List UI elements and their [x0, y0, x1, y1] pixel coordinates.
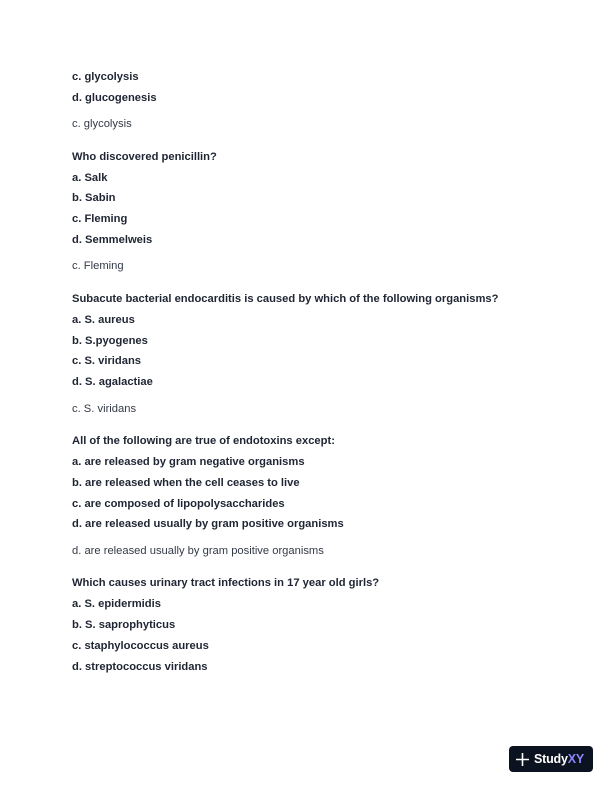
answer-text: d. are released usually by gram positive organisms [72, 544, 324, 557]
option-c: c. Fleming [72, 213, 128, 226]
option-a: a. S. epidermidis [72, 598, 161, 611]
logo-text-main: Study [534, 752, 568, 766]
option-d: d. are released usually by gram positive organisms [72, 518, 344, 531]
document-page [72, 70, 572, 675]
option-d: d. glucogenesis [72, 91, 157, 104]
answer-text: c. Fleming [72, 260, 124, 273]
option-c: c. are composed of lipopolysaccharides [72, 497, 285, 510]
option-d: d. S. agalactiae [72, 376, 153, 389]
logo-wordmark [534, 752, 584, 766]
option-b: b. S.pyogenes [72, 334, 148, 347]
option-c: c. S. viridans [72, 355, 142, 368]
option-b: b. Sabin [72, 192, 116, 205]
continued-question-block [72, 70, 572, 106]
option-a: a. are released by gram negative organisms [72, 455, 305, 468]
question-text: Which causes urinary tract infections in 17 year old girls? [72, 577, 380, 590]
option-d: d. streptococcus viridans [72, 660, 208, 673]
option-d: d. Semmelweis [72, 233, 153, 246]
answer-text: c. glycolysis [72, 118, 132, 131]
answer-text: c. S. viridans [72, 402, 137, 415]
option-c: c. glycolysis [72, 71, 139, 83]
question-text: All of the following are true of endotoxins except: [72, 435, 335, 448]
studyxy-logo[interactable] [509, 746, 593, 772]
question-text: Who discovered penicillin? [72, 150, 217, 163]
option-c: c. staphylococcus aureus [72, 639, 209, 652]
question-text: Subacute bacterial endocarditis is caused by which of the following organisms? [72, 292, 499, 305]
option-a: a. S. aureus [72, 313, 135, 326]
option-b: b. S. saprophyticus [72, 618, 176, 631]
plus-sparkle-icon [516, 753, 529, 766]
logo-text-accent: XY [567, 752, 585, 766]
option-a: a. Salk [72, 171, 108, 184]
option-b: b. are released when the cell ceases to live [72, 476, 300, 489]
